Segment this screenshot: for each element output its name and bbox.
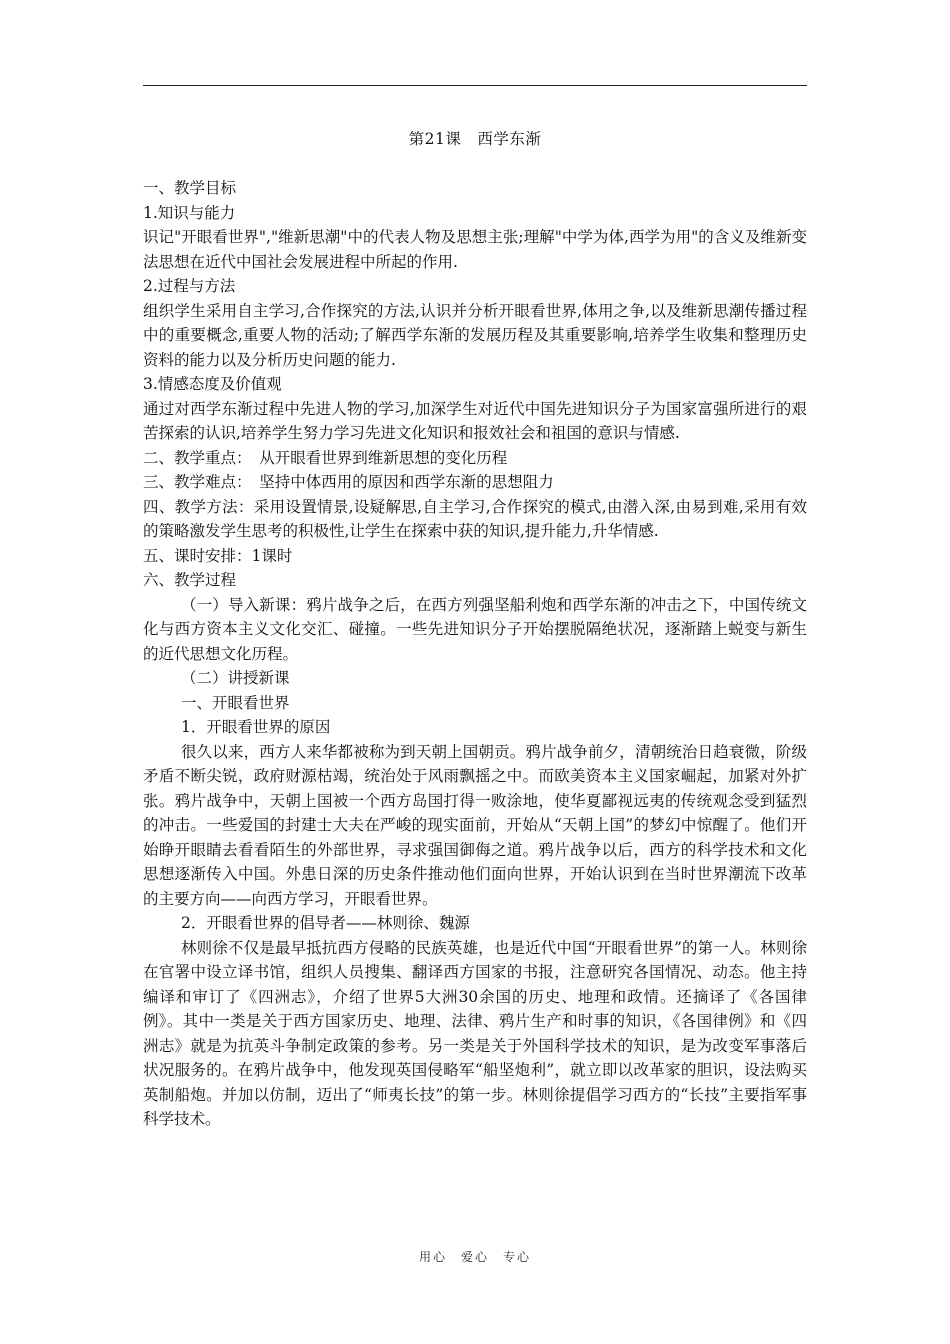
- page-footer: 用心 爱心 专心: [418, 1250, 531, 1264]
- page-title: 第21课 西学东渐: [408, 130, 542, 148]
- paragraph: 组织学生采用自主学习,合作探究的方法,认识并分析开眼看世界,体用之争,以及维新思潮传播过程中的重要概念,重要人物的活动;了解西学东渐的发展历程及其重要影响,培养学生收集和整理历史资料的能力以及分析历史问题的能力.: [143, 301, 807, 369]
- subsection-heading: 3.情感态度及价值观: [143, 375, 282, 393]
- document-body: [143, 118, 807, 1132]
- subsection-heading: 1．开眼看世界的原因: [181, 718, 331, 736]
- subsection-heading: （二）讲授新课: [181, 669, 290, 687]
- subsection-heading: 1.知识与能力: [143, 203, 236, 222]
- subsection-heading: 2.过程与方法: [143, 277, 236, 295]
- header-rule: [143, 85, 807, 86]
- subsection-heading: 2．开眼看世界的倡导者——林则徐、魏源: [181, 914, 470, 932]
- section-heading: 六、教学过程: [143, 571, 237, 589]
- paragraph: 识记"开眼看世界","维新思潮"中的代表人物及思想主张;理解"中学为体,西学为用"的含义及维新变法思想在近代中国社会发展进程中所起的作用.: [143, 228, 807, 271]
- paragraph: （一）导入新课：鸦片战争之后，在西方列强坚船利炮和西学东渐的冲击之下，中国传统文化与西方资本主义文化交汇、碰撞。一些先进知识分子开始摆脱隔绝状况，逐渐踏上蜕变与新生的近代思想文化历程。: [143, 595, 807, 663]
- section-heading: 五、课时安排：1课时: [143, 546, 293, 565]
- paragraph: 通过对西学东渐过程中先进人物的学习,加深学生对近代中国先进知识分子为国家富强所进行的艰苦探索的认识,培养学生努力学习先进文化知识和报效社会和祖国的意识与情感.: [143, 399, 807, 442]
- paragraph: 林则徐不仅是最早抵抗西方侵略的民族英雄，也是近代中国“开眼看世界”的第一人。林则徐在官署中设立译书馆，组织人员搜集、翻译西方国家的书报，注意研究各国情况、动态。他主持编译和审订了《四洲志》，介绍了世界5大洲30余国的历史、地理和政情。还摘译了《各国律例》。其中一类是关于西方国家历史、地理、法律、鸦片生产和时事的知识，《各国律例》和《四洲志》就是为抗英斗争制定政策的参考。另一类是关于外国科学技术的知识，是为改变军事落后状况服务的。在鸦片战争中，他发现英国侵略军“船坚炮利”，就立即以改革家的胆识，设法购买英制船炮。并加以仿制，迈出了“师夷长技”的第一步。林则徐提倡学习西方的“长技”主要指军事科学技术。: [143, 938, 807, 1128]
- section-heading: 三、教学难点： 坚持中体西用的原因和西学东渐的思想阻力: [143, 473, 554, 491]
- subsection-heading: 一、开眼看世界: [181, 693, 290, 712]
- paragraph: 四、教学方法：采用设置情景,设疑解思,自主学习,合作探究的模式,由潜入深,由易到难,采用有效的策略激发学生思考的积极性,让学生在探索中获的知识,提升能力,升华情感.: [143, 497, 807, 540]
- section-heading: 一、教学目标: [143, 179, 237, 197]
- section-heading: 二、教学重点： 从开眼看世界到维新思想的变化历程: [143, 448, 508, 467]
- paragraph: 很久以来，西方人来华都被称为到天朝上国朝贡。鸦片战争前夕，清朝统治日趋衰微，阶级矛盾不断尖锐，政府财源枯竭，统治处于风雨飘摇之中。而欧美资本主义国家崛起，加紧对外扩张。鸦片战争中，天朝上国被一个西方岛国打得一败涂地，使华夏鄙视远夷的传统观念受到猛烈的冲击。一些爱国的封建士大夫在严峻的现实面前，开始从“天朝上国”的梦幻中惊醒了。他们开始睁开眼睛去看看陌生的外部世界，寻求强国御侮之道。鸦片战争以后，西方的科学技术和文化思想逐渐传入中国。外患日深的历史条件推动他们面向世界，开始认识到在当时世界潮流下改革的主要方向——向西方学习，开眼看世界。: [143, 742, 807, 908]
